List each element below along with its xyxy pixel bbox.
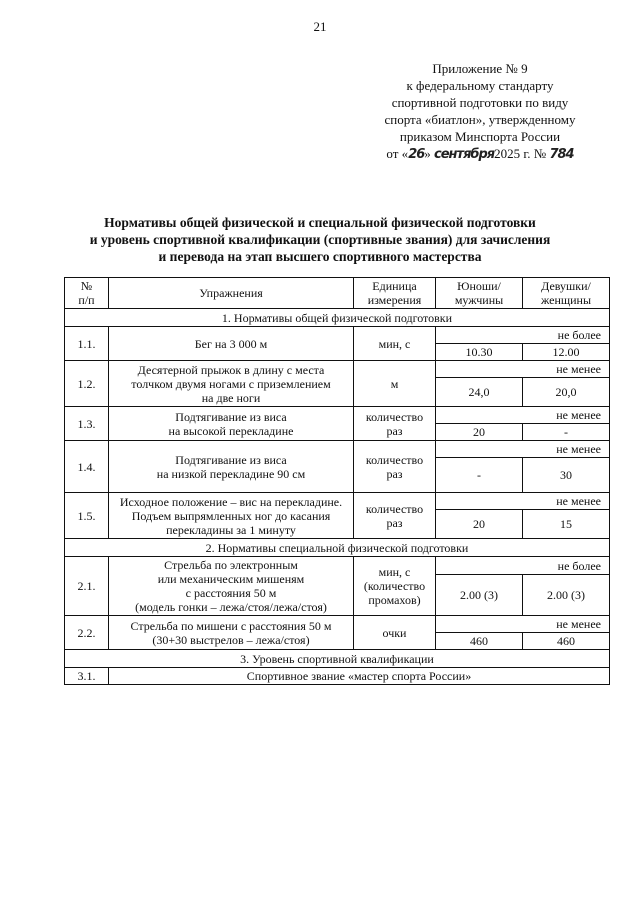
- appendix-line-2: к федеральному стандарту: [406, 78, 554, 93]
- row-num: 3.1.: [65, 668, 109, 685]
- header-boys: Юноши/ мужчины: [436, 278, 523, 309]
- row-num: 1.3.: [65, 407, 109, 441]
- row-unit: очки: [354, 616, 436, 650]
- order-date-line: [360, 145, 600, 163]
- table-row: [65, 668, 610, 685]
- row-condition: не менее: [436, 441, 610, 458]
- row-condition: не более: [436, 557, 610, 575]
- row-unit: м: [354, 361, 436, 407]
- row-condition: не менее: [436, 407, 610, 424]
- document-title: [0, 214, 640, 265]
- row-exercise: Десятерной прыжок в длину с места толчком двумя ногами с приземлением на две ноги: [109, 361, 354, 407]
- appendix-line-3: спортивной подготовки по виду: [391, 95, 569, 110]
- row-num: 1.2.: [65, 361, 109, 407]
- row-unit: количество раз: [354, 441, 436, 493]
- header-exercise: Упражнения: [109, 278, 354, 309]
- row-num: 1.4.: [65, 441, 109, 493]
- section-row: [65, 650, 610, 668]
- table-row: [65, 616, 610, 633]
- row-boys-value: 460: [436, 633, 523, 650]
- row-exercise: Исходное положение – вис на перекладине. Подъем выпрямленных ног до касания перекладины за 1 минуту: [109, 493, 354, 539]
- page-number: 21: [313, 19, 327, 34]
- row-condition: не более: [436, 327, 610, 344]
- row-num: 2.2.: [65, 616, 109, 650]
- row-boys-value: 20: [436, 424, 523, 441]
- table-row: [65, 557, 610, 575]
- table-row: [65, 493, 610, 510]
- row-condition: не менее: [436, 616, 610, 633]
- row-condition: не менее: [436, 493, 610, 510]
- header-girls: Девушки/ женщины: [523, 278, 610, 309]
- row-exercise: Стрельба по электронным или механическим мишеням с расстояния 50 м (модель гонки – лежа/стоя/лежа/стоя): [109, 557, 354, 616]
- row-exercise: Стрельба по мишени с расстояния 50 м (30+30 выстрелов – лежа/стоя): [109, 616, 354, 650]
- handwritten-order-number: 784: [549, 147, 574, 162]
- row-unit: количество раз: [354, 493, 436, 539]
- row-boys-value: 10.30: [436, 344, 523, 361]
- row-girls-value: 460: [523, 633, 610, 650]
- row-girls-value: 12.00: [523, 344, 610, 361]
- row-girls-value: -: [523, 424, 610, 441]
- header-num: № п/п: [65, 278, 109, 309]
- row-exercise: Подтягивание из виса на высокой перекладине: [109, 407, 354, 441]
- table-row: [65, 327, 610, 344]
- table-row: [65, 441, 610, 458]
- norms-table: [64, 277, 610, 685]
- row-condition: не менее: [436, 361, 610, 378]
- row-unit: количество раз: [354, 407, 436, 441]
- row-girls-value: 2.00 (3): [523, 575, 610, 616]
- row-unit: мин, с: [354, 327, 436, 361]
- row-boys-value: -: [436, 458, 523, 493]
- title-line-2: и уровень спортивной квалификации (спортивные звания) для зачисления: [89, 232, 551, 247]
- section-1-title: 1. Нормативы общей физической подготовки: [65, 309, 610, 327]
- row-exercise: Бег на 3 000 м: [109, 327, 354, 361]
- row-num: 1.5.: [65, 493, 109, 539]
- row-num: 1.1.: [65, 327, 109, 361]
- date-year: 2025 г. №: [494, 146, 550, 161]
- row-boys-value: 20: [436, 510, 523, 539]
- section-3-title: 3. Уровень спортивной квалификации: [65, 650, 610, 668]
- row-qualification-value: Спортивное звание «мастер спорта России»: [109, 668, 610, 685]
- table-row: [65, 361, 610, 378]
- row-girls-value: 15: [523, 510, 610, 539]
- table-header-row: [65, 278, 610, 309]
- row-unit: мин, с (количество промахов): [354, 557, 436, 616]
- section-row: [65, 309, 610, 327]
- handwritten-month: сентября: [434, 147, 495, 162]
- date-prefix: от «: [386, 146, 409, 161]
- header-unit: Единица измерения: [354, 278, 436, 309]
- title-line-3: и перевода на этап высшего спортивного мастерства: [158, 249, 482, 264]
- row-num: 2.1.: [65, 557, 109, 616]
- row-girls-value: 30: [523, 458, 610, 493]
- section-2-title: 2. Нормативы специальной физической подготовки: [65, 539, 610, 557]
- appendix-line-4: спорта «биатлон», утвержденному: [384, 112, 576, 127]
- date-mid: »: [424, 146, 435, 161]
- appendix-block: [360, 60, 600, 163]
- section-row: [65, 539, 610, 557]
- handwritten-day: 26: [408, 147, 425, 162]
- title-line-1: Нормативы общей физической и специальной физической подготовки: [104, 215, 536, 230]
- row-girls-value: 20,0: [523, 378, 610, 407]
- row-boys-value: 24,0: [436, 378, 523, 407]
- row-boys-value: 2.00 (3): [436, 575, 523, 616]
- table-row: [65, 407, 610, 424]
- appendix-line-5: приказом Минспорта России: [399, 129, 561, 144]
- appendix-line-1: Приложение № 9: [432, 61, 528, 76]
- row-exercise: Подтягивание из виса на низкой перекладине 90 см: [109, 441, 354, 493]
